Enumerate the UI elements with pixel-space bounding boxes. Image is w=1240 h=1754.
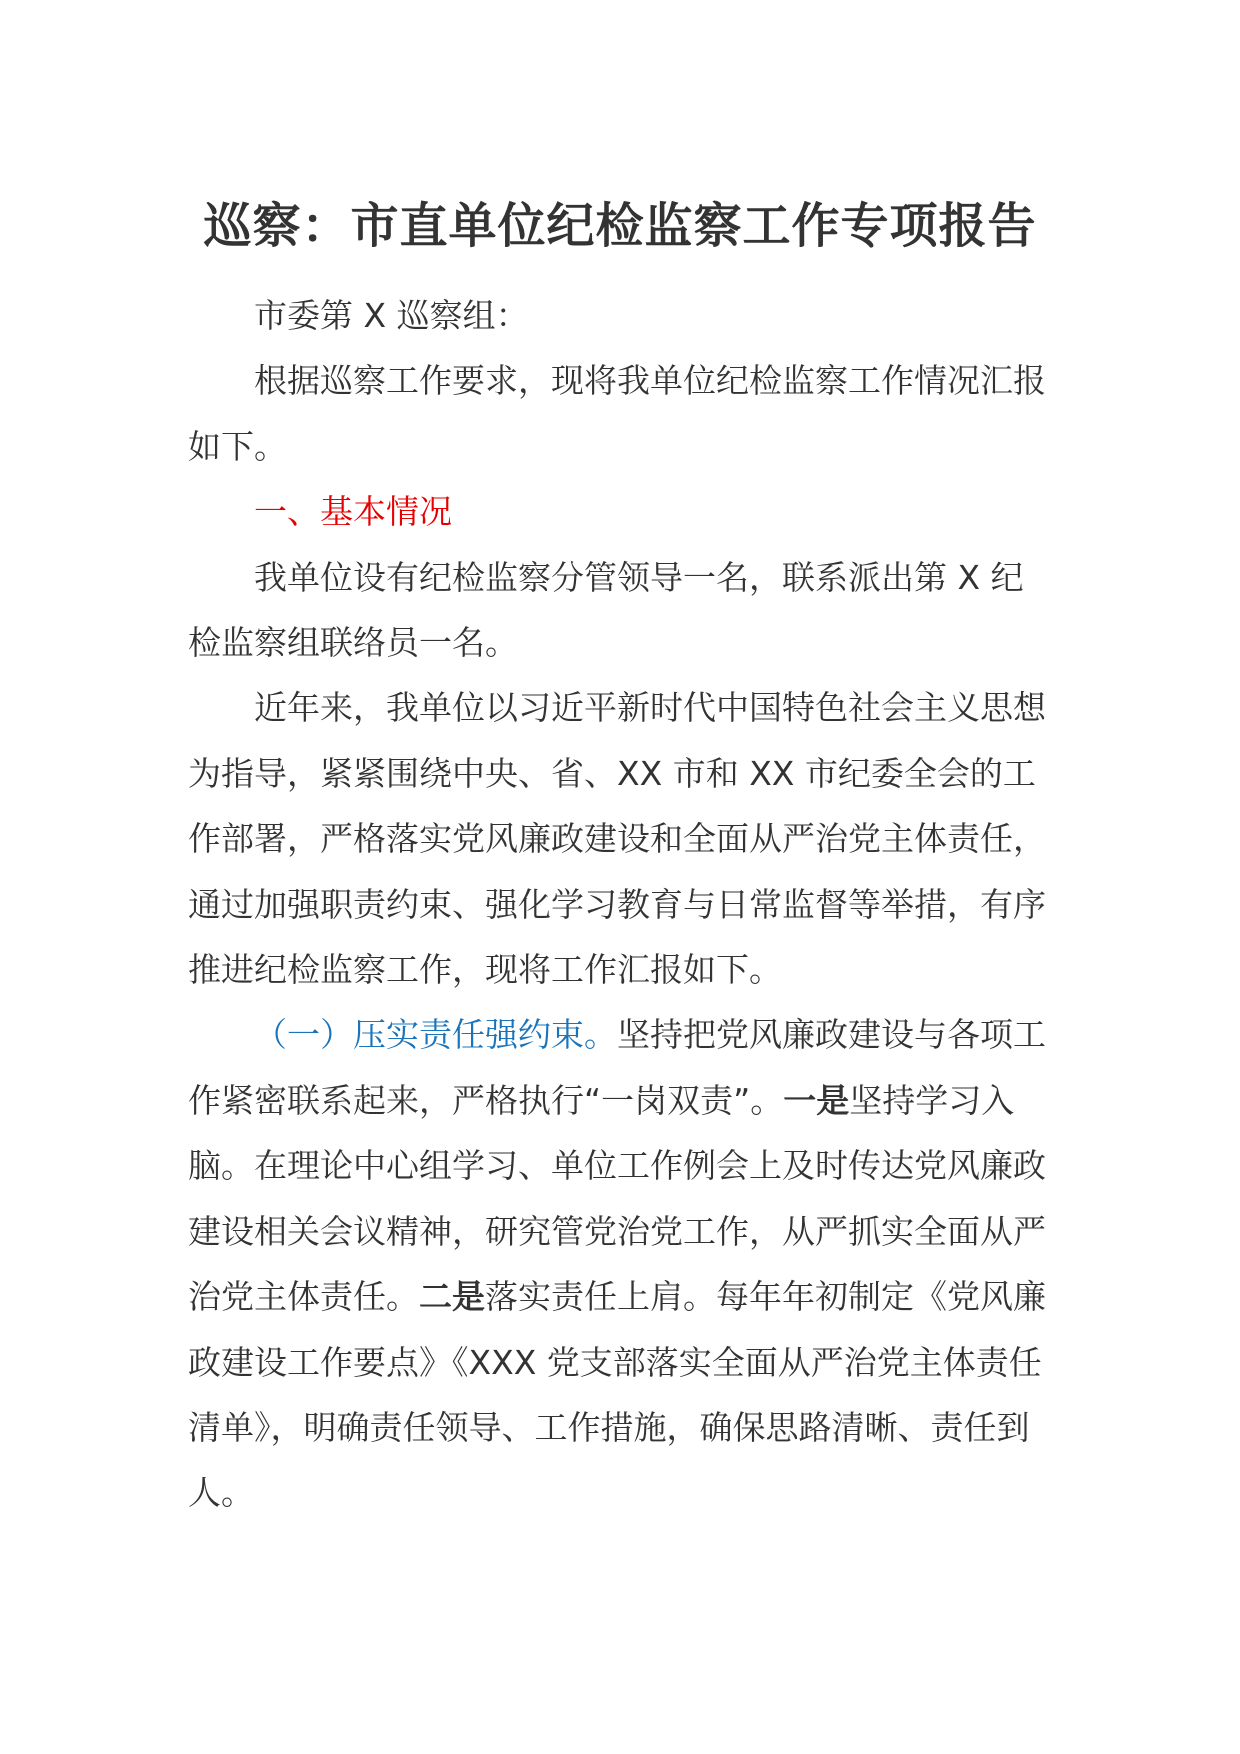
document-title: 巡察：市直单位纪检监察工作专项报告 <box>203 198 1037 254</box>
subsection-paragraph-1 <box>188 1002 1052 1525</box>
document-body <box>188 283 1052 1526</box>
section1-paragraph-2: 近年来，我单位以习近平新时代中国特色社会主义思想为指导，紧紧围绕中央、省、XX 市和 XX 市纪委全会的工作部署，严格落实党风廉政建设和全面从严治党主体责任，通过加强职责约束、强化学习教育与日常监督等举措，有序推进纪检监察工作，现将工作汇报如下。 <box>188 688 1046 990</box>
subsection-heading: （一）压实责任强约束。 <box>254 1015 617 1055</box>
section-heading-basic: 一、基本情况 <box>254 492 452 532</box>
section1-paragraph-1: 我单位设有纪检监察分管领导一名，联系派出第 X 纪检监察组联络员一名。 <box>188 557 1024 663</box>
point-two-label: 二是 <box>419 1277 485 1317</box>
salutation: 市委第 X 巡察组： <box>254 296 529 335</box>
point-one-label: 一是 <box>783 1080 850 1120</box>
intro-paragraph: 根据巡察工作要求，现将我单位纪检监察工作情况汇报如下。 <box>188 361 1046 466</box>
subsection-text-a: 坚持把党风廉政建设与各项工作紧密联系起来，严格执行“一岗双责”。 <box>188 1015 1046 1120</box>
subsection-text-c: 落实责任上肩。每年年初制定《党风廉政建设工作要点》《XXX 党支部落实全面从严治党主体责任清单》，明确责任领导、工作措施，确保思路清晰、责任到人。 <box>188 1277 1046 1513</box>
subsection-text-b: 坚持学习入脑。在理论中心组学习、单位工作例会上及时传达党风廉政建设相关会议精神，研究管党治党工作，从严抓实全面从严治党主体责任。 <box>188 1080 1046 1317</box>
